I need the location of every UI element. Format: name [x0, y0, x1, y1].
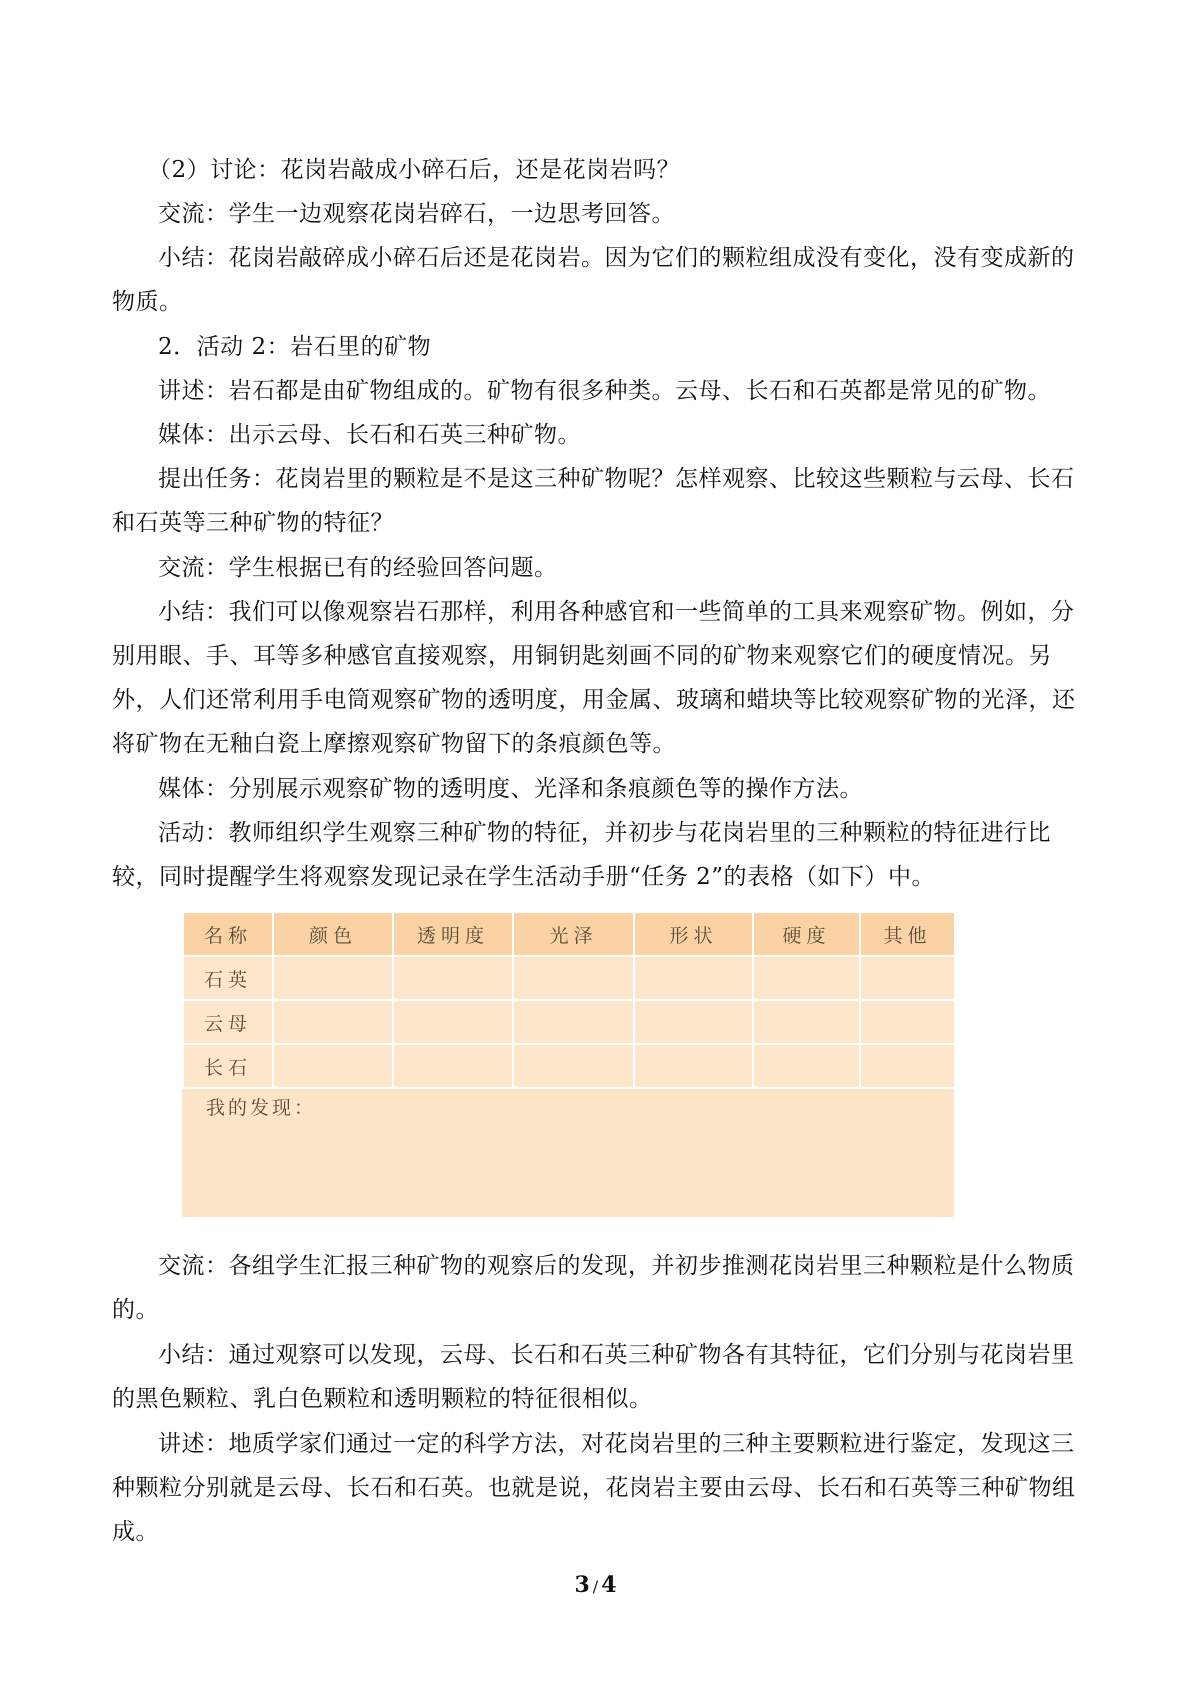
page-separator: /: [592, 1577, 599, 1596]
table-cell: [634, 956, 753, 1000]
paragraph-discussion: （2）讨论：花岗岩敲成小碎石后，还是花岗岩吗？: [148, 157, 681, 183]
page-current: 3: [574, 1572, 590, 1598]
paragraph-exchange-1: 交流：学生一边观察花岗岩碎石，一边思考回答。: [158, 201, 675, 227]
paragraph-task: 提出任务：花岗岩里的颗粒是不是这三种矿物呢？怎样观察、比较这些颗粒与云母、长石和石英等三种矿物的特征？: [112, 466, 1075, 536]
paragraph-media-1: 媒体：出示云母、长石和石英三种矿物。: [158, 422, 581, 448]
section-heading-activity-2: 2．活动 2：岩石里的矿物: [158, 334, 432, 360]
row-label-feldspar: 长石: [183, 1044, 273, 1088]
header-name: 名称: [183, 912, 273, 956]
header-color: 颜色: [273, 912, 393, 956]
table-cell: [753, 956, 860, 1000]
row-label-mica: 云母: [183, 1000, 273, 1044]
table-cell: [634, 1044, 753, 1088]
table-row: [183, 1000, 955, 1044]
table-cell: [634, 1000, 753, 1044]
table-cell: [513, 1044, 634, 1088]
table-header-row: [183, 912, 955, 956]
table-cell: [393, 1044, 513, 1088]
table-cell: [753, 1044, 860, 1088]
table-cell: [273, 956, 393, 1000]
header-shape: 形状: [634, 912, 753, 956]
table-cell: [753, 1000, 860, 1044]
observation-record-table: [182, 911, 954, 1217]
paragraph-media-2: 媒体：分别展示观察矿物的透明度、光泽和条痕颜色等的操作方法。: [158, 776, 863, 802]
paragraph-exchange-3: 交流：各组学生汇报三种矿物的观察后的发现，并初步推测花岗岩里三种颗粒是什么物质的。: [112, 1253, 1075, 1323]
page-number: [0, 1572, 1191, 1598]
paragraph-summary-3: 小结：通过观察可以发现，云母、长石和石英三种矿物各有其特征，它们分别与花岗岩里的黑色颗粒、乳白色颗粒和透明颗粒的特征很相似。: [112, 1342, 1075, 1412]
mineral-table: [182, 911, 956, 1089]
table-cell: [860, 1044, 955, 1088]
page-total: 4: [601, 1572, 617, 1598]
table-cell: [393, 956, 513, 1000]
header-luster: 光泽: [513, 912, 634, 956]
table-cell: [860, 956, 955, 1000]
row-label-quartz: 石英: [183, 956, 273, 1000]
header-transparency: 透明度: [393, 912, 513, 956]
paragraph-summary-1: 小结：花岗岩敲碎成小碎石后还是花岗岩。因为它们的颗粒组成没有变化，没有变成新的物质。: [112, 245, 1075, 315]
table-cell: [860, 1000, 955, 1044]
table-cell: [273, 1000, 393, 1044]
table-row: [183, 1044, 955, 1088]
paragraph-narration-1: 讲述：岩石都是由矿物组成的。矿物有很多种类。云母、长石和石英都是常见的矿物。: [158, 378, 1051, 404]
table-cell: [513, 956, 634, 1000]
paragraph-exchange-2: 交流：学生根据已有的经验回答问题。: [158, 555, 558, 581]
paragraph-narration-2: 讲述：地质学家们通过一定的科学方法，对花岗岩里的三种主要颗粒进行鉴定，发现这三种颗粒分别就是云母、长石和石英。也就是说，花岗岩主要由云母、长石和石英等三种矿物组成。: [112, 1431, 1076, 1545]
header-other: 其他: [860, 912, 955, 956]
header-hardness: 硬度: [753, 912, 860, 956]
my-findings-label: 我的发现：: [206, 1097, 317, 1119]
table-cell: [273, 1044, 393, 1088]
paragraph-summary-2: 小结：我们可以像观察岩石那样，利用各种感官和一些简单的工具来观察矿物。例如，分别用眼、手、耳等多种感官直接观察，用铜钥匙刻画不同的矿物来观察它们的硬度情况。另外，人们还常利用手电筒观察矿物的透明度，用金属、玻璃和蜡块等比较观察矿物的光泽，还将矿物在无釉白瓷上摩擦观察矿物留下的条痕颜色等。: [112, 599, 1076, 757]
table-row: [183, 956, 955, 1000]
table-cell: [513, 1000, 634, 1044]
paragraph-activity: 活动：教师组织学生观察三种矿物的特征，并初步与花岗岩里的三种颗粒的特征进行比较，同时提醒学生将观察发现记录在学生活动手册“任务 2”的表格（如下）中。: [112, 820, 1051, 890]
table-cell: [393, 1000, 513, 1044]
